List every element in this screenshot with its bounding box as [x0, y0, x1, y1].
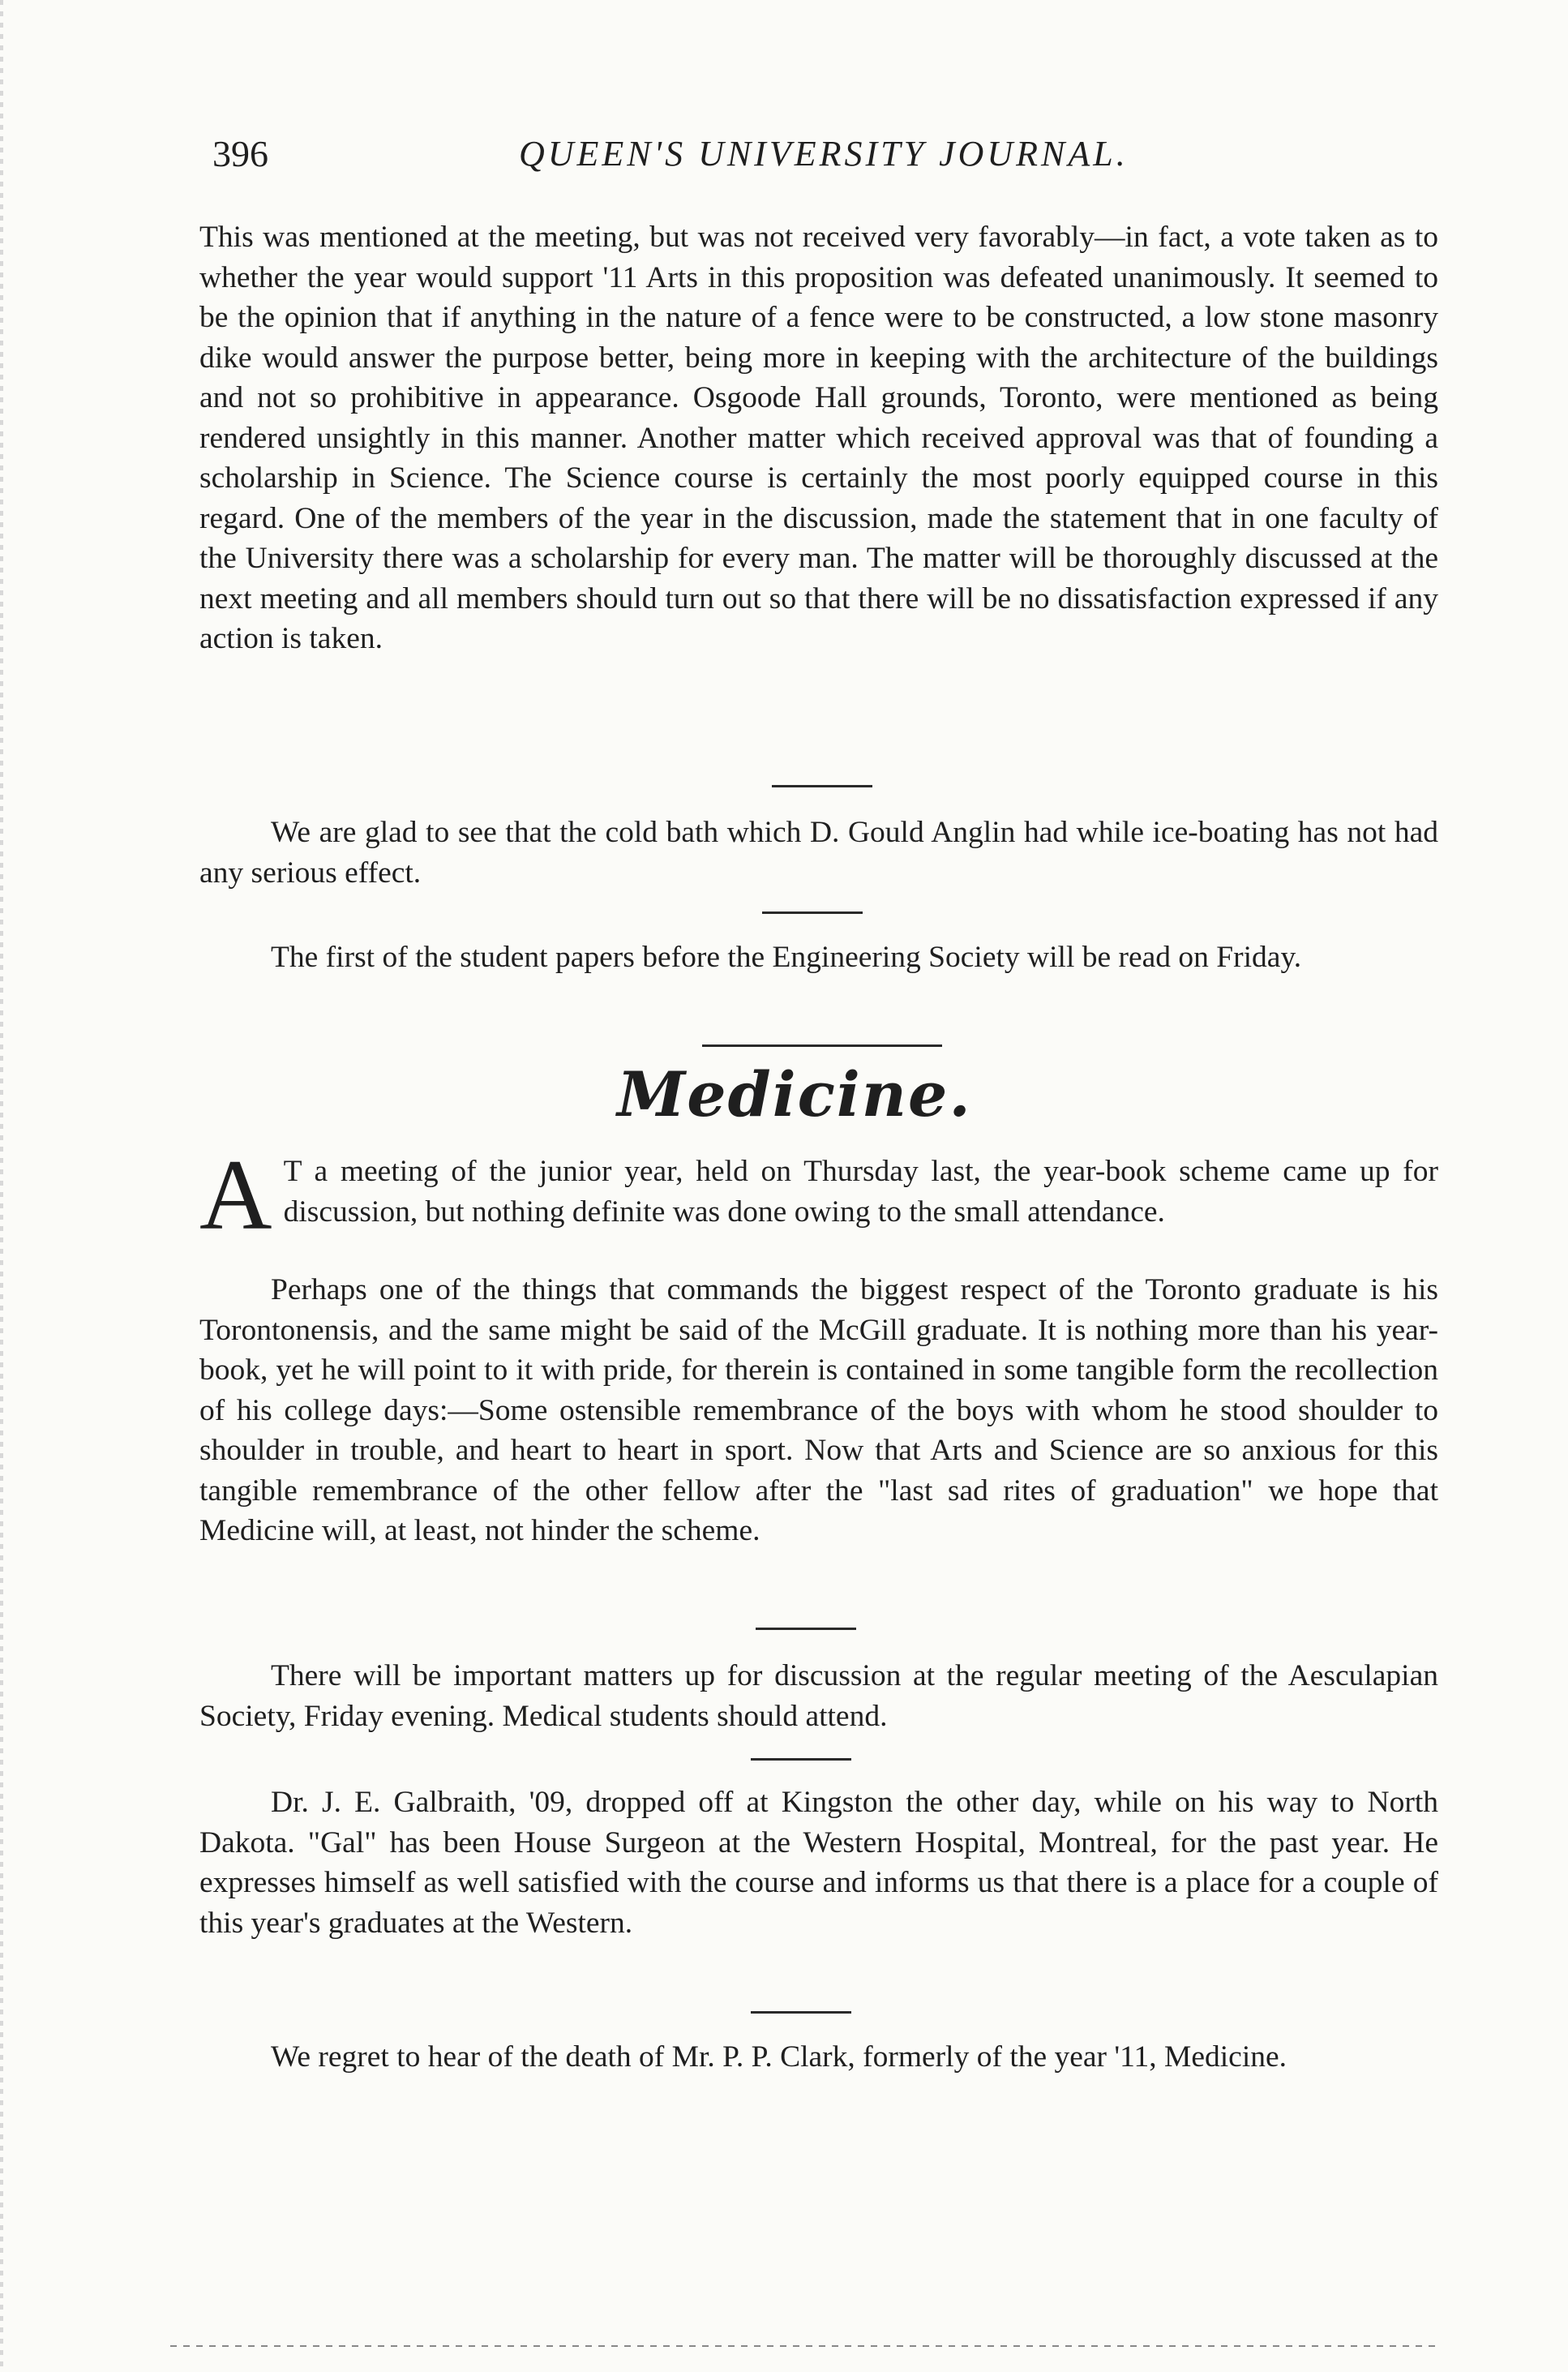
drop-cap: A — [199, 1139, 272, 1250]
medicine-paragraph-2: Perhaps one of the things that commands the biggest respect of the Toronto graduate is his Torontonensis, and the same might be said of the McGill graduate. It is nothing more than his year-book, yet he will point to it with pride, for therein is contained in some tangible form the recollection of his college days:—Some ostensible remembrance of the boys with whom he stood shoulder to shoulder in trouble, and heart to heart in sport. Now that Arts and Science are so anxious for this tangible remembrance of the other fellow after the "last sad rites of graduation" we hope that Medicine will, at least, not hinder the scheme. — [199, 1273, 1438, 1547]
separator-rule — [772, 785, 872, 787]
scan-edge — [0, 0, 3, 2372]
science-paragraph-1: This was mentioned at the meeting, but was not received very favorably—in fact, a vote taken as to whether the year would support '11 Arts in this proposition was defeated unanimously. It seemed to be the opinion that if anything in the nature of a fence were to be constructed, a low stone masonry dike would answer the purpose better, being more in keeping with the architecture of the buildings and not so prohibitive in appearance. Osgoode Hall grounds, Toronto, were mentioned as being rendered unsightly in this manner. Another matter which received approval was that of founding a scholarship in Science. The Science course is certainly the most poorly equipped course in this regard. One of the members of the year in the discussion, made the statement that in one faculty of the University there was a scholarship for every man. The matter will be thoroughly discussed at the next meeting and all members should turn out so that there will be no dissatisfaction expressed if any action is taken. — [199, 221, 1438, 655]
separator-rule — [756, 1628, 856, 1630]
science-paragraph-3: The first of the student papers before the Engineering Society will be read on Friday. — [271, 941, 1302, 974]
section-rule — [702, 1044, 942, 1047]
science-paragraph-2: We are glad to see that the cold bath which D. Gould Anglin had while ice-boating has not had any serious effect. — [199, 816, 1438, 890]
medicine-paragraph-3: There will be important matters up for discussion at the regular meeting of the Aesculapian Society, Friday evening. Medical students should attend. — [199, 1659, 1438, 1733]
separator-rule — [762, 911, 863, 914]
medicine-paragraph-1-text: T a meeting of the junior year, held on Thursday last, the year-book scheme came up for discussion, but nothing definite was done owing to the small attendance. — [283, 1155, 1438, 1229]
section-heading-medicine: Medicine. — [617, 1058, 972, 1130]
separator-rule — [751, 1758, 851, 1761]
medicine-paragraph-4: Dr. J. E. Galbraith, '09, dropped off at Kingston the other day, while on his way to North Dakota. "Gal" has been House Surgeon at the Western Hospital, Montreal, for the past year. He expresses himself as well satisfied with the course and informs us that there is a place for a couple of this year's graduates at the Western. — [199, 1786, 1438, 1940]
medicine-paragraph-1 — [199, 1139, 1438, 1250]
page-number: 396 — [212, 133, 268, 174]
page-header — [0, 122, 1568, 187]
journal-title: QUEEN'S UNIVERSITY JOURNAL. — [519, 134, 1129, 174]
scan-bottom-edge — [170, 2345, 1435, 2347]
separator-rule — [751, 2011, 851, 2014]
medicine-paragraph-5: We regret to hear of the death of Mr. P. P. Clark, formerly of the year '11, Medicine. — [271, 2040, 1287, 2074]
